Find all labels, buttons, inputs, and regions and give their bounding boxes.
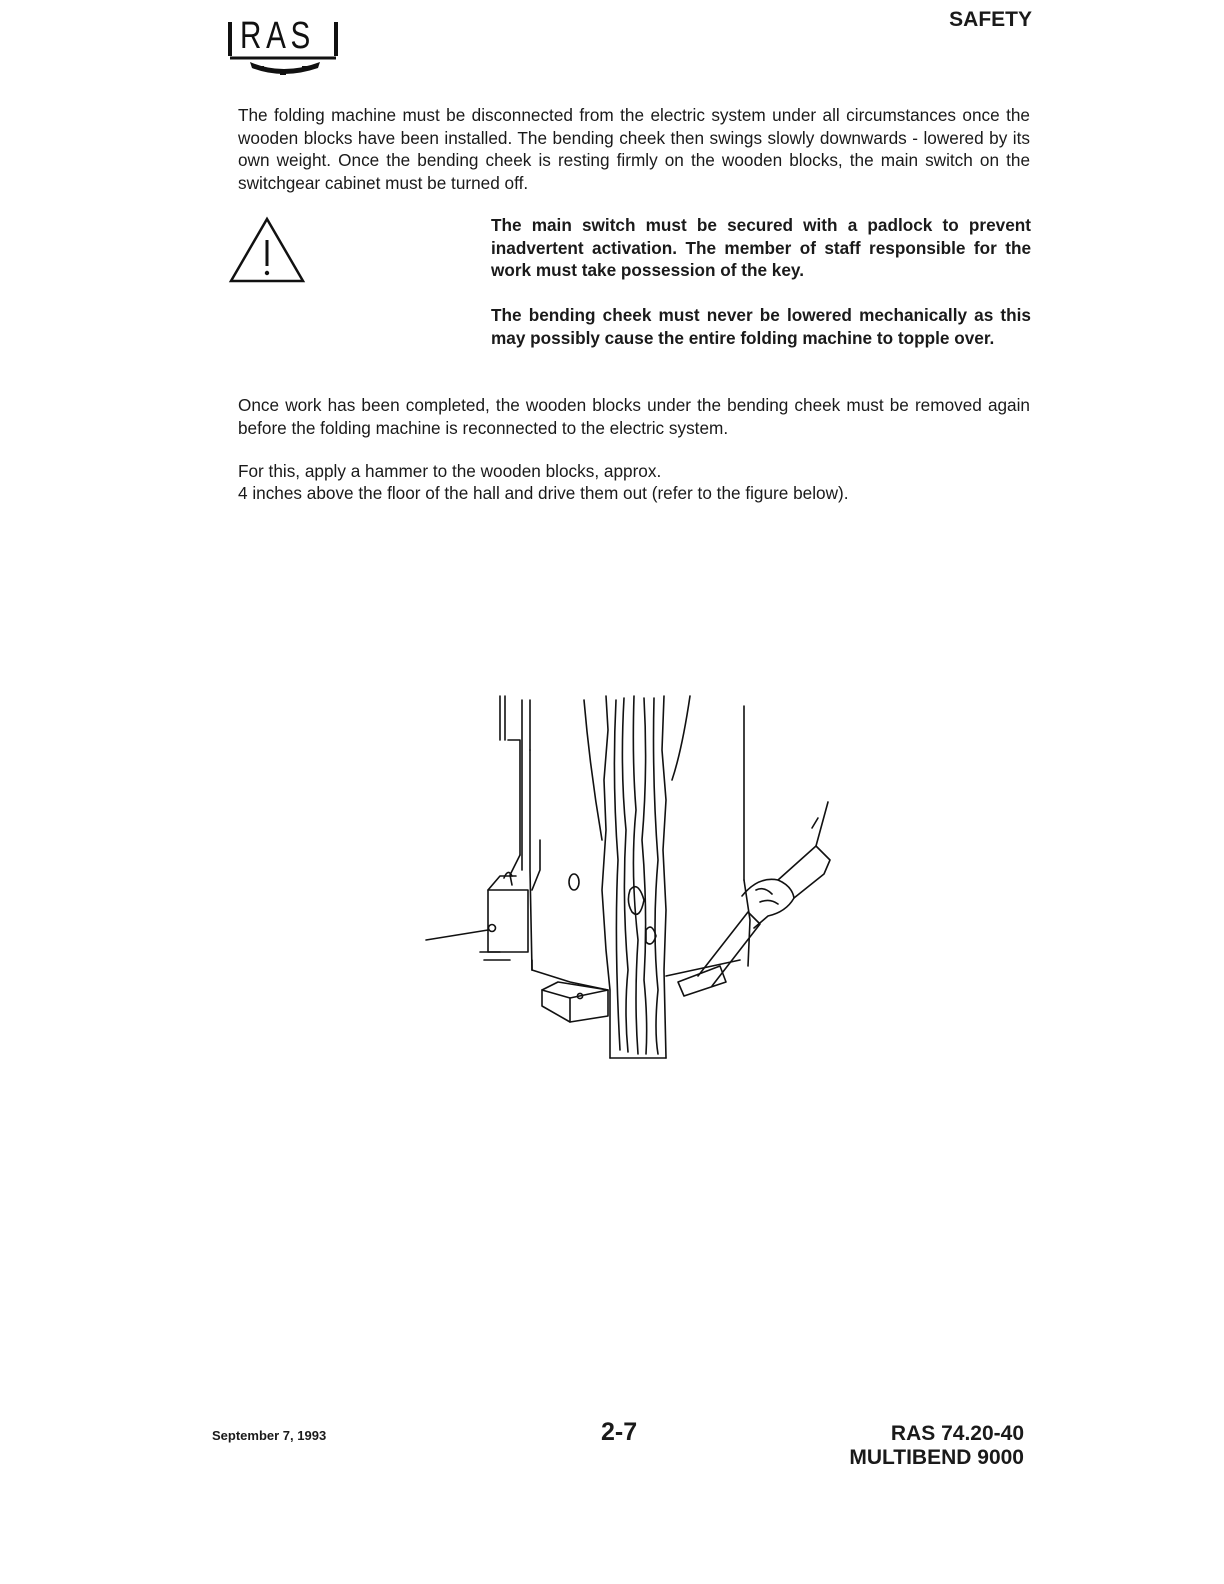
document-id bbox=[849, 1422, 1024, 1470]
page-number: 2-7 bbox=[601, 1418, 638, 1446]
section-title: SAFETY bbox=[949, 8, 1032, 31]
logo-text: RAS bbox=[240, 15, 315, 57]
figure-label-o: 0 bbox=[568, 890, 569, 891]
body-paragraph-1: The folding machine must be disconnected from the electric system under all circumstances once the wooden blocks have been installed. The bending cheek then swings slowly downwards - lowered by its own weight. Once the bending cheek is resting firmly on the wooden blocks, the main switch on the switchgear cabinet must be turned off. bbox=[238, 105, 1030, 193]
body-paragraph-3-line-2: 4 inches above the floor of the hall and drive them out (refer to the figure below). bbox=[238, 483, 849, 503]
warning-text-1: The main switch must be secured with a padlock to prevent inadvertent activation. The member of staff responsible for the work must take possession of the key. bbox=[491, 215, 1031, 280]
warning-text-1-block bbox=[491, 214, 1031, 282]
product-name: MULTIBEND 9000 bbox=[849, 1446, 1024, 1469]
body-paragraph-2: Once work has been completed, the wooden blocks under the bending cheek must be removed again before the folding machine is reconnected to the electric system. bbox=[238, 395, 1030, 438]
document-number: RAS 74.20-40 bbox=[890, 1422, 1024, 1445]
wooden-block-removal-illustration bbox=[420, 690, 840, 1070]
ras-logo bbox=[228, 15, 344, 80]
footer-date: September 7, 1993 bbox=[212, 1428, 327, 1443]
body-paragraph-3-line-1: For this, apply a hammer to the wooden blocks, approx. bbox=[238, 461, 662, 481]
warning-text-2-block bbox=[491, 304, 1031, 349]
warning-triangle-icon bbox=[228, 216, 306, 284]
warning-text-2: The bending cheek must never be lowered mechanically as this may possibly cause the entire folding machine to topple over. bbox=[491, 305, 1031, 348]
